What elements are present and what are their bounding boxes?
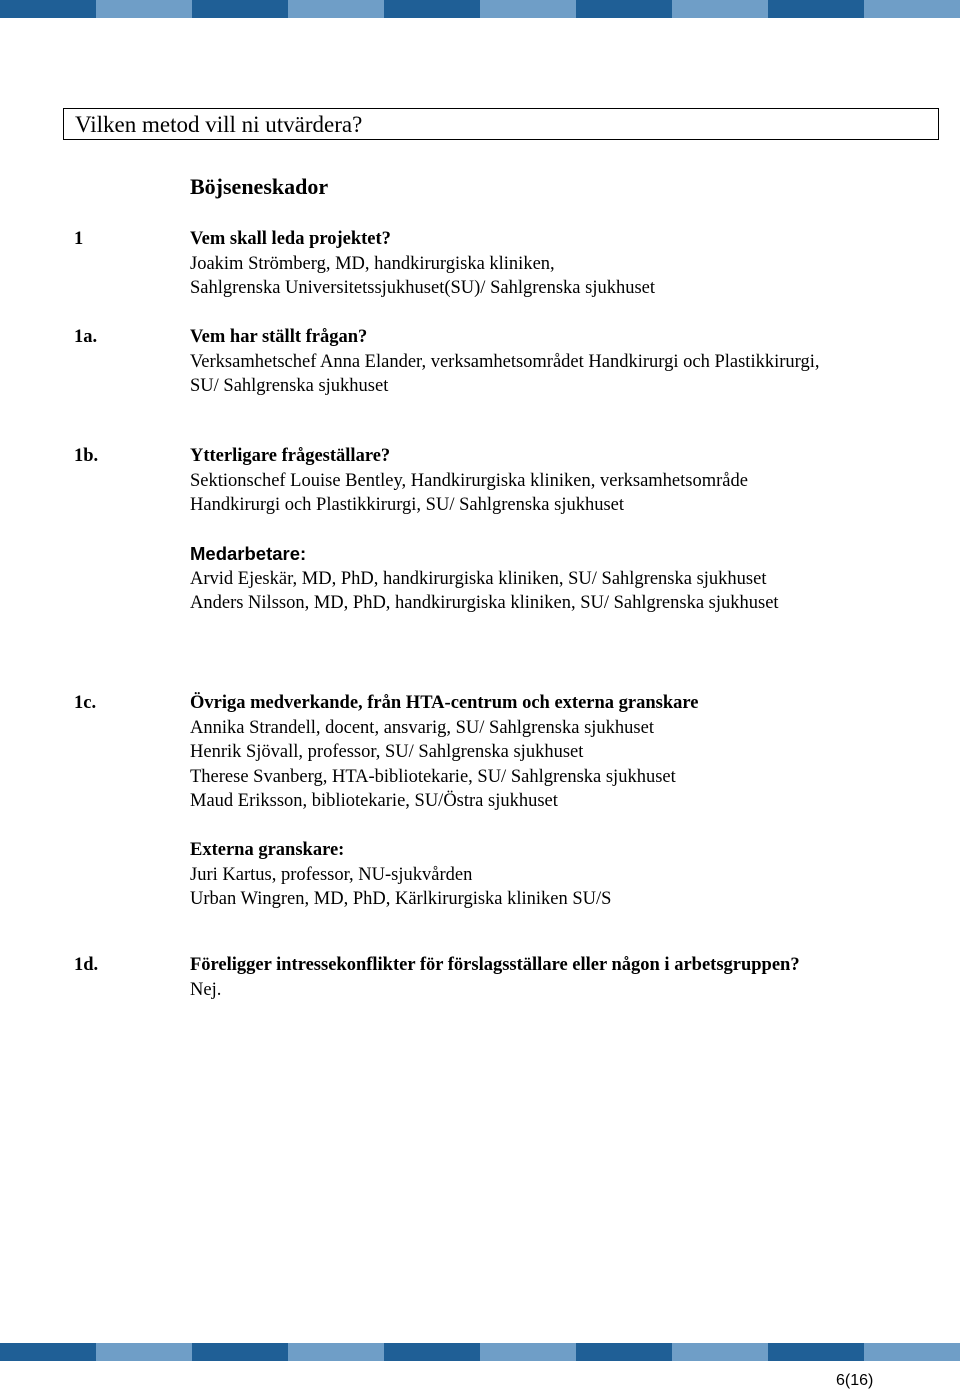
section-question: Vem har ställt frågan? xyxy=(190,327,368,347)
section-question: Vem skall leda projektet? xyxy=(190,229,391,249)
section-line: Joakim Strömberg, MD, handkirurgiska kliniken, xyxy=(190,253,555,274)
section-number: 1 xyxy=(74,229,84,249)
participant-line: Annika Strandell, docent, ansvarig, SU/ Sahlgrenska sjukhuset xyxy=(190,717,654,738)
top-decorative-band xyxy=(0,0,960,18)
section-question: Övriga medverkande, från HTA-centrum och externa granskare xyxy=(190,693,699,713)
section-number: 1b. xyxy=(74,446,99,466)
section-line: Verksamhetschef Anna Elander, verksamhetsområdet Handkirurgi och Plastikkirurgi, xyxy=(190,351,820,372)
section-number: 1d. xyxy=(74,955,99,975)
section-line: SU/ Sahlgrenska sjukhuset xyxy=(190,376,389,396)
reviewer-line: Urban Wingren, MD, PhD, Kärlkirurgiska kliniken SU/S xyxy=(190,889,612,909)
method-question: Vilken metod vill ni utvärdera? xyxy=(75,112,363,137)
external-reviewers-heading: Externa granskare: xyxy=(190,840,345,860)
participant-line: Henrik Sjövall, professor, SU/ Sahlgrenska sjukhuset xyxy=(190,742,584,762)
bottom-decorative-band xyxy=(0,1343,960,1361)
participant-line: Maud Eriksson, bibliotekarie, SU/Östra sjukhuset xyxy=(190,791,558,811)
section-line: Sahlgrenska Universitetssjukhuset(SU)/ Sahlgrenska sjukhuset xyxy=(190,278,656,298)
page-number: 6(16) xyxy=(836,1372,874,1389)
participant-line: Therese Svanberg, HTA-bibliotekarie, SU/ Sahlgrenska sjukhuset xyxy=(190,766,676,787)
section-number: 1c. xyxy=(74,693,97,713)
reviewer-line: Juri Kartus, professor, NU-sjukvården xyxy=(190,864,473,885)
method-question-box xyxy=(63,108,939,140)
coworkers-heading: Medarbetare: xyxy=(190,543,307,564)
section-line: Nej. xyxy=(190,979,222,1000)
section-question: Ytterligare frågeställare? xyxy=(190,446,391,466)
section-line: Handkirurgi och Plastikkirurgi, SU/ Sahlgrenska sjukhuset xyxy=(190,495,625,515)
section-line: Sektionschef Louise Bentley, Handkirurgiska kliniken, verksamhetsområde xyxy=(190,470,748,491)
coworker-line: Arvid Ejeskär, MD, PhD, handkirurgiska kliniken, SU/ Sahlgrenska sjukhuset xyxy=(190,568,767,589)
method-heading: Böjseneskador xyxy=(190,174,329,199)
coworker-line: Anders Nilsson, MD, PhD, handkirurgiska kliniken, SU/ Sahlgrenska sjukhuset xyxy=(190,593,779,613)
section-number: 1a. xyxy=(74,327,98,347)
section-question: Föreligger intressekonflikter för förslagsställare eller någon i arbetsgruppen? xyxy=(190,955,800,975)
